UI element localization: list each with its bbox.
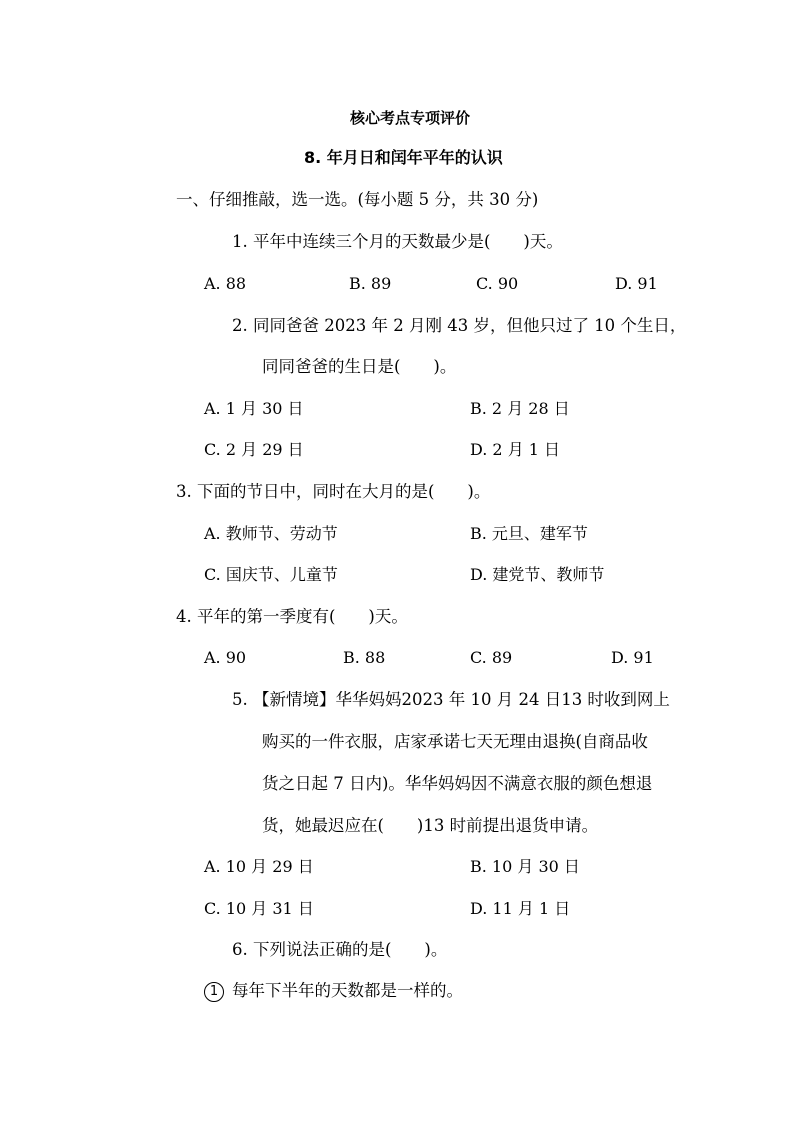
question-3-stem: 3. 下面的节日中，同时在大月的是( )。: [176, 482, 491, 501]
question-2-option-c: C. 2 月 29 日: [204, 440, 304, 459]
question-2-option-d: D. 2 月 1 日: [470, 440, 561, 459]
question-1-option-d: D. 91: [615, 274, 658, 293]
question-1-stem: 1. 平年中连续三个月的天数最少是( )天。: [232, 232, 563, 251]
question-6-item-1-text: 每年下半年的天数都是一样的。: [232, 981, 463, 1000]
section-heading: 一、仔细推敲，选一选。(每小题 5 分，共 30 分): [176, 190, 539, 209]
question-2-stem-line1: 2. 同同爸爸 2023 年 2 月刚 43 岁，但他只过了 10 个生日，: [232, 316, 687, 335]
page-subtitle: 8. 年月日和闰年平年的认识: [304, 148, 503, 167]
question-4-stem: 4. 平年的第一季度有( )天。: [176, 607, 408, 626]
question-1-option-b: B. 89: [349, 274, 392, 293]
question-4-option-c: C. 89: [470, 648, 513, 667]
question-2-stem-line2: 同同爸爸的生日是( )。: [262, 357, 457, 376]
question-5-line3: 货之日起 7 日内)。华华妈妈因不满意衣服的颜色想退: [262, 774, 653, 793]
question-3-option-d: D. 建党节、教师节: [470, 565, 605, 584]
question-4-option-d: D. 91: [611, 648, 654, 667]
question-6-stem: 6. 下列说法正确的是( )。: [232, 940, 448, 959]
question-5-option-a: A. 10 月 29 日: [204, 857, 314, 876]
question-4-option-b: B. 88: [343, 648, 386, 667]
question-5-line4: 货，她最迟应在( )13 时前提出退货申请。: [262, 816, 599, 835]
question-5-option-d: D. 11 月 1 日: [470, 899, 571, 918]
question-3-option-a: A. 教师节、劳动节: [204, 524, 338, 543]
question-4-option-a: A. 90: [204, 648, 247, 667]
question-1-option-a: A. 88: [204, 274, 247, 293]
question-2-option-b: B. 2 月 28 日: [470, 399, 570, 418]
page-title: 核心考点专项评价: [350, 109, 471, 127]
question-3-option-b: B. 元旦、建军节: [470, 524, 588, 543]
question-5-option-b: B. 10 月 30 日: [470, 857, 580, 876]
question-2-option-a: A. 1 月 30 日: [204, 399, 304, 418]
circled-number-1: 1: [204, 982, 224, 1002]
question-5-option-c: C. 10 月 31 日: [204, 899, 314, 918]
question-6-item-1: [204, 981, 463, 1002]
question-1-option-c: C. 90: [476, 274, 519, 293]
question-5-line1: 5. 【新情境】华华妈妈2023 年 10 月 24 日13 时收到网上: [232, 690, 670, 709]
question-5-line2: 购买的一件衣服，店家承诺七天无理由退换(自商品收: [262, 732, 648, 751]
question-3-option-c: C. 国庆节、儿童节: [204, 565, 338, 584]
